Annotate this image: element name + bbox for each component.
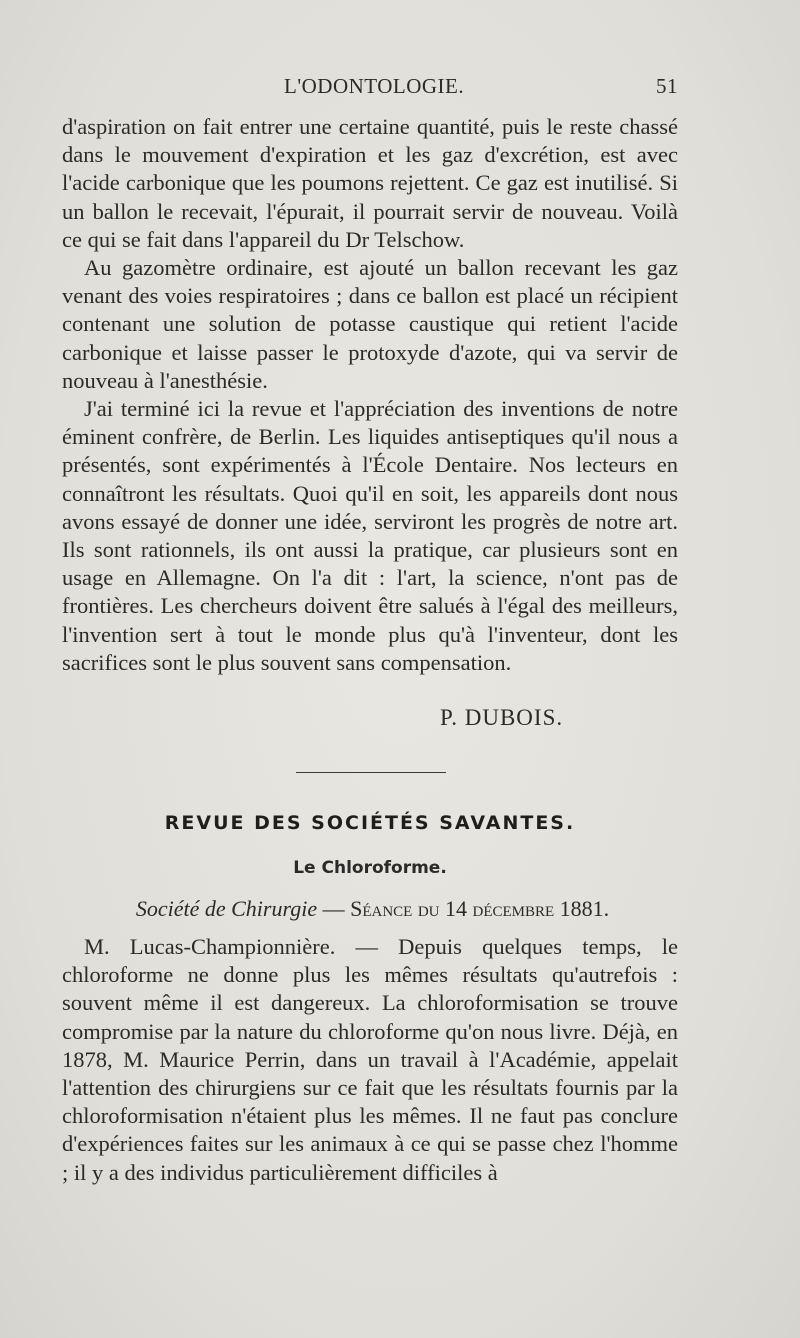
section-divider bbox=[296, 772, 446, 773]
dash: — bbox=[322, 896, 345, 921]
page-number: 51 bbox=[656, 74, 678, 98]
paragraph: d'aspiration on fait entrer une certaine quantité, puis le reste chassé dans le mouvement d'expiration et les gaz d'excrétion, est avec l'acide carbonique que les poumons rejettent. Ce gaz est inutilisé. Si un ballon le recevait, l'épurait, il pourrait servir de nouveau. Voilà ce qui se fait dans l'appareil du Dr Telschow. bbox=[62, 114, 678, 252]
article-continuation bbox=[62, 113, 678, 677]
author-signature: P. DUBOIS. bbox=[440, 705, 564, 730]
paragraph: Au gazomètre ordinaire, est ajouté un ballon recevant les gaz venant des voies respiratoires ; dans ce ballon est placé un récipient contenant une solution de potasse caustique qui retient l'acide carbonique et laisse passer le protoxyde d'azote, qui va servir de nouveau à l'anesthésie. bbox=[62, 255, 678, 393]
paragraph: M. Lucas-Championnière. — Depuis quelques temps, le chloroforme ne donne plus les mêmes résultats qu'autrefois : souvent même il est dangereux. La chloroformisation se trouve compromise par la nature du chloroforme qu'on nous livre. Déjà, en 1878, M. Maurice Perrin, dans un travail à l'Académie, appelait l'attention des chirurgiens sur ce fait que les résultats fournis par la chloroformisation n'étaient plus les mêmes. Il ne faut pas conclure d'expériences faites sur les animaux à ce qui se passe chez l'homme ; il y a des individus particulièrement difficiles à bbox=[62, 934, 678, 1185]
society-name: Société de Chirurgie bbox=[135, 896, 318, 921]
session-line bbox=[0, 896, 745, 922]
running-title: L'ODONTOLOGIE. bbox=[284, 74, 465, 98]
section-title: REVUE DES SOCIÉTÉS SAVANTES. bbox=[164, 812, 576, 834]
session-date: Séance du 14 décembre 1881. bbox=[350, 896, 610, 921]
subsection-title: Le Chloroforme. bbox=[293, 858, 447, 878]
section-body bbox=[62, 933, 678, 1187]
page-header bbox=[62, 74, 680, 104]
paragraph: J'ai terminé ici la revue et l'appréciation des inventions de notre éminent confrère, de Berlin. Les liquides antiseptiques qu'il nous a présentés, sont expérimentés à l'École Dentaire. Nos lecteurs en connaîtront les résultats. Quoi qu'il en soit, les appareils dont nous avons essayé de donner une idée, serviront les progrès de notre art. Ils sont rationnels, ils ont aussi la pratique, car plusieurs sont en usage en Allemagne. On l'a dit : l'art, la science, n'ont pas de frontières. Les chercheurs doivent être salués à l'égal des meilleurs, l'invention sert à tout le monde plus qu'à l'inventeur, dont les sacrifices sont le plus souvent sans compensation. bbox=[62, 396, 678, 675]
